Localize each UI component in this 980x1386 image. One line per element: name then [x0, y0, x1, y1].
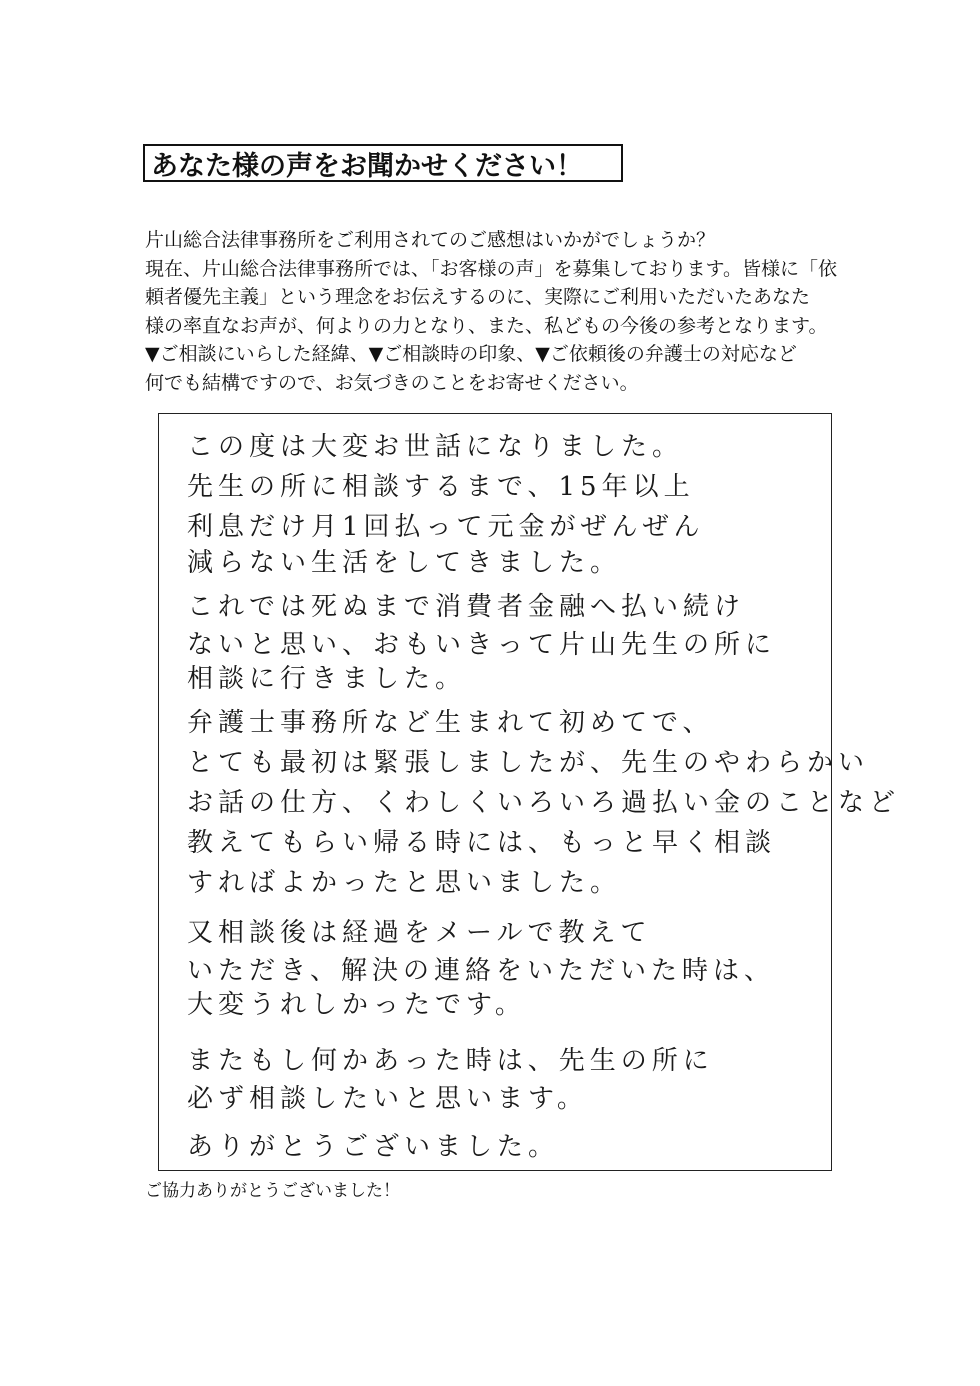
handwritten-line: 減らない生活をしてきました。 — [187, 548, 622, 578]
intro-line: 片山総合法律事務所をご利用されてのご感想はいかがでしょうか？ — [145, 229, 716, 251]
handwritten-line: とても最初は緊張しましたが、先生のやわらかい — [187, 748, 870, 778]
intro-line: 頼者優先主義」という理念をお伝えするのに、実際にご利用いただいたあなた — [145, 286, 811, 308]
handwritten-line: 必ず相談したいと思います。 — [187, 1084, 588, 1114]
intro-text — [145, 226, 845, 397]
intro-line: 現在、片山総合法律事務所では、「お客様の声」を募集しております。皆様に「依 — [145, 257, 837, 280]
handwritten-line: 相談に行きました。 — [187, 664, 467, 694]
handwritten-response-box — [158, 413, 901, 1171]
handwritten-line: 弁護士事務所など生まれて初めてで、 — [187, 708, 714, 738]
handwritten-line: 教えてもらい帰る時には、もっと早く相談 — [187, 828, 777, 858]
handwritten-line: ないと思い、おもいきって片山先生の所に — [187, 630, 777, 660]
handwritten-line: いただき、解決の連絡をいただいた時は、 — [187, 956, 775, 986]
page-title: あなた様の声をお聞かせください！ — [151, 150, 583, 182]
handwritten-line: お話の仕方、くわしくいろいろ過払い金のことなど — [187, 788, 901, 818]
handwritten-line: またもし何かあった時は、先生の所に — [187, 1046, 714, 1076]
handwritten-line: すればよかったと思いました。 — [187, 868, 622, 898]
intro-line: ▼ご相談にいらした経緯、▼ご相談時の印象、▼ご依頼後の弁護士の対応など — [145, 343, 797, 365]
handwritten-line: ありがとうございました。 — [187, 1132, 560, 1162]
thanks-message: ご協力ありがとうございました！ — [145, 1181, 400, 1201]
title-box — [143, 144, 623, 182]
handwritten-line: 大変うれしかったです。 — [187, 990, 526, 1020]
handwritten-line: 利息だけ月1回払って元金がぜんぜん — [187, 512, 705, 542]
intro-line: 何でも結構ですので、お気づきのことをお寄せください。 — [145, 371, 639, 394]
handwritten-line: 又相談後は経過をメールで教えて — [187, 918, 652, 948]
handwritten-line: 先生の所に相談するまで、15年以上 — [187, 472, 695, 502]
handwritten-line: この度は大変お世話になりました。 — [187, 432, 684, 462]
intro-line: 様の率直なお声が、何よりの力となり、また、私どもの今後の参考となります。 — [145, 314, 828, 337]
handwritten-line: これでは死ぬまで消費者金融へ払い続け — [187, 592, 746, 622]
